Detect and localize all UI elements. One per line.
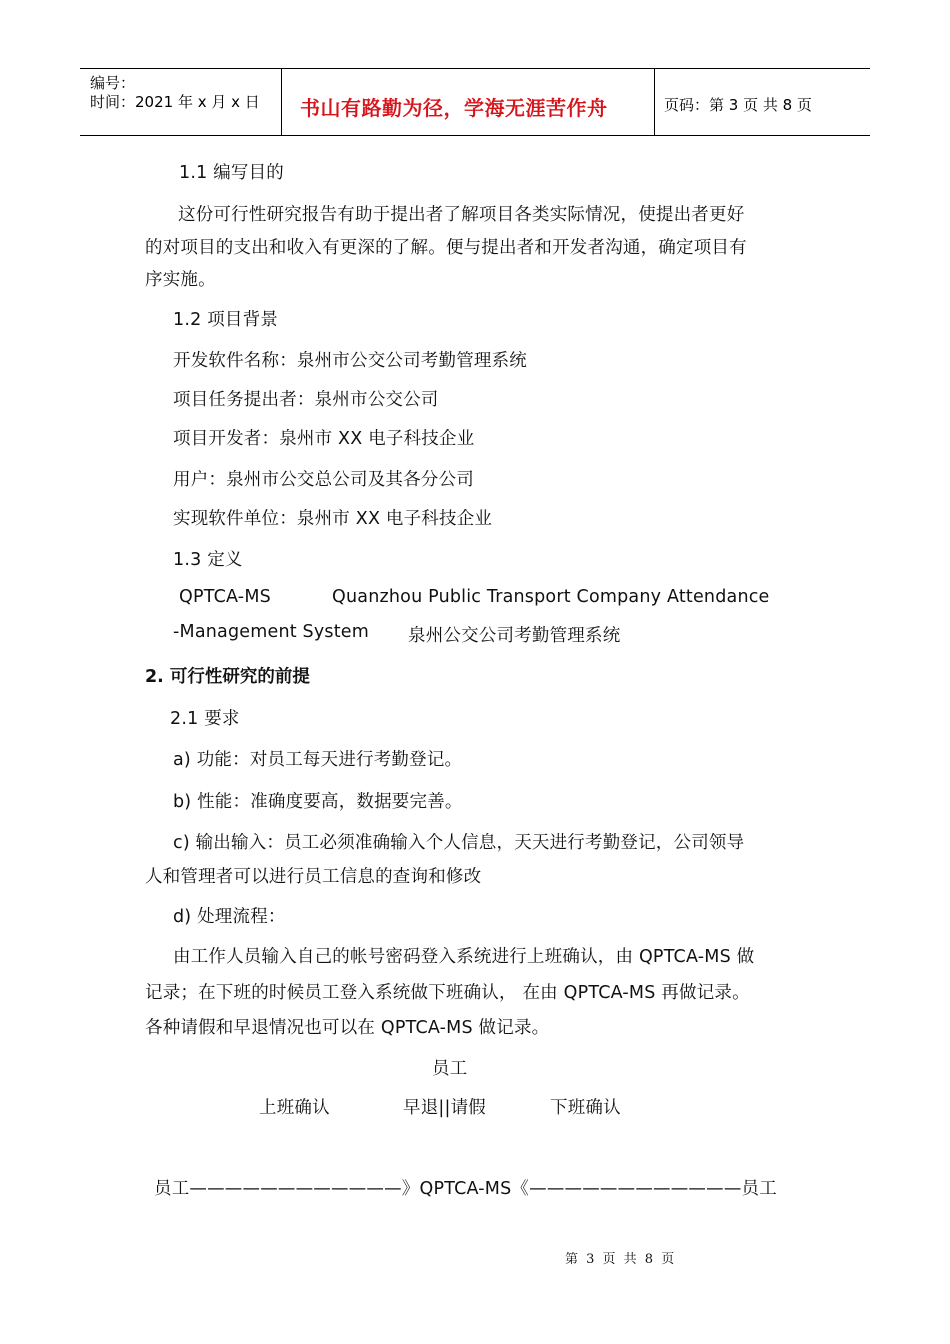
header-bottom-border xyxy=(80,135,870,136)
diagram-flow-line: 员工————————————》QPTCA-MS《————————————员工 xyxy=(154,1179,777,1199)
section-2-heading: 2. 可行性研究的前提 xyxy=(145,667,310,687)
diagram-clock-out: 下班确认 xyxy=(550,1098,621,1118)
footer-page-number: 第 3 页 共 8 页 xyxy=(565,1252,677,1267)
definition-english-line2: -Management System xyxy=(173,622,370,642)
definition-chinese: 泉州公交公司考勤管理系统 xyxy=(408,626,621,646)
requirement-item-c-line2: 人和管理者可以进行员工信息的查询和修改 xyxy=(145,867,482,887)
section-1-3-heading: 1.3 定义 xyxy=(173,550,243,570)
definition-abbreviation: QPTCA-MS xyxy=(179,587,271,607)
background-item-users: 用户：泉州市公交总公司及其各分公司 xyxy=(173,470,474,490)
header-divider-right xyxy=(654,68,655,136)
section-1-1-paragraph-line2: 的对项目的支出和收入有更深的了解。便与提出者和开发者沟通，确定项目有 xyxy=(145,238,747,258)
process-flow-line2: 记录；在下班的时候员工登入系统做下班确认， 在由 QPTCA-MS 再做记录。 xyxy=(145,983,750,1003)
process-flow-line1: 由工作人员输入自己的帐号密码登入系统进行上班确认，由 QPTCA-MS 做 xyxy=(173,947,755,967)
section-1-1-heading: 1.1 编写目的 xyxy=(179,163,284,183)
section-1-1-paragraph-line3: 序实施。 xyxy=(145,270,216,290)
section-1-2-heading: 1.2 项目背景 xyxy=(173,310,278,330)
requirement-item-b: b) 性能：准确度要高，数据要完善。 xyxy=(173,792,463,812)
diagram-clock-in: 上班确认 xyxy=(259,1098,330,1118)
header-divider-left xyxy=(281,68,282,136)
header-number-label: 编号： xyxy=(90,74,136,92)
background-item-software-name: 开发软件名称：泉州市公交公司考勤管理系统 xyxy=(173,351,527,371)
requirement-item-a: a) 功能：对员工每天进行考勤登记。 xyxy=(173,750,463,770)
process-flow-line3: 各种请假和早退情况也可以在 QPTCA-MS 做记录。 xyxy=(145,1018,550,1038)
background-item-proposer: 项目任务提出者：泉州市公交公司 xyxy=(173,390,439,410)
diagram-employee-top: 员工 xyxy=(432,1059,468,1079)
diagram-leave-early: 早退||请假 xyxy=(403,1098,486,1118)
section-2-1-heading: 2.1 要求 xyxy=(170,709,240,729)
header-page-info: 页码：第 3 页 共 8 页 xyxy=(664,96,812,114)
header-top-border xyxy=(80,68,870,69)
section-1-1-paragraph-line1: 这份可行性研究报告有助于提出者了解项目各类实际情况，使提出者更好 xyxy=(178,205,745,225)
requirement-item-c-line1: c) 输出输入：员工必须准确输入个人信息，天天进行考勤登记，公司领导 xyxy=(173,833,745,853)
definition-english-line1: Quanzhou Public Transport Company Attendance xyxy=(332,587,770,607)
background-item-implementer: 实现软件单位：泉州市 XX 电子科技企业 xyxy=(173,509,493,529)
background-item-developer: 项目开发者：泉州市 XX 电子科技企业 xyxy=(173,429,475,449)
requirement-item-d: d) 处理流程： xyxy=(173,907,286,927)
header-date-label: 时间：2021 年 x 月 x 日 xyxy=(90,93,260,111)
header-motto: 书山有路勤为径，学海无涯苦作舟 xyxy=(300,96,608,120)
